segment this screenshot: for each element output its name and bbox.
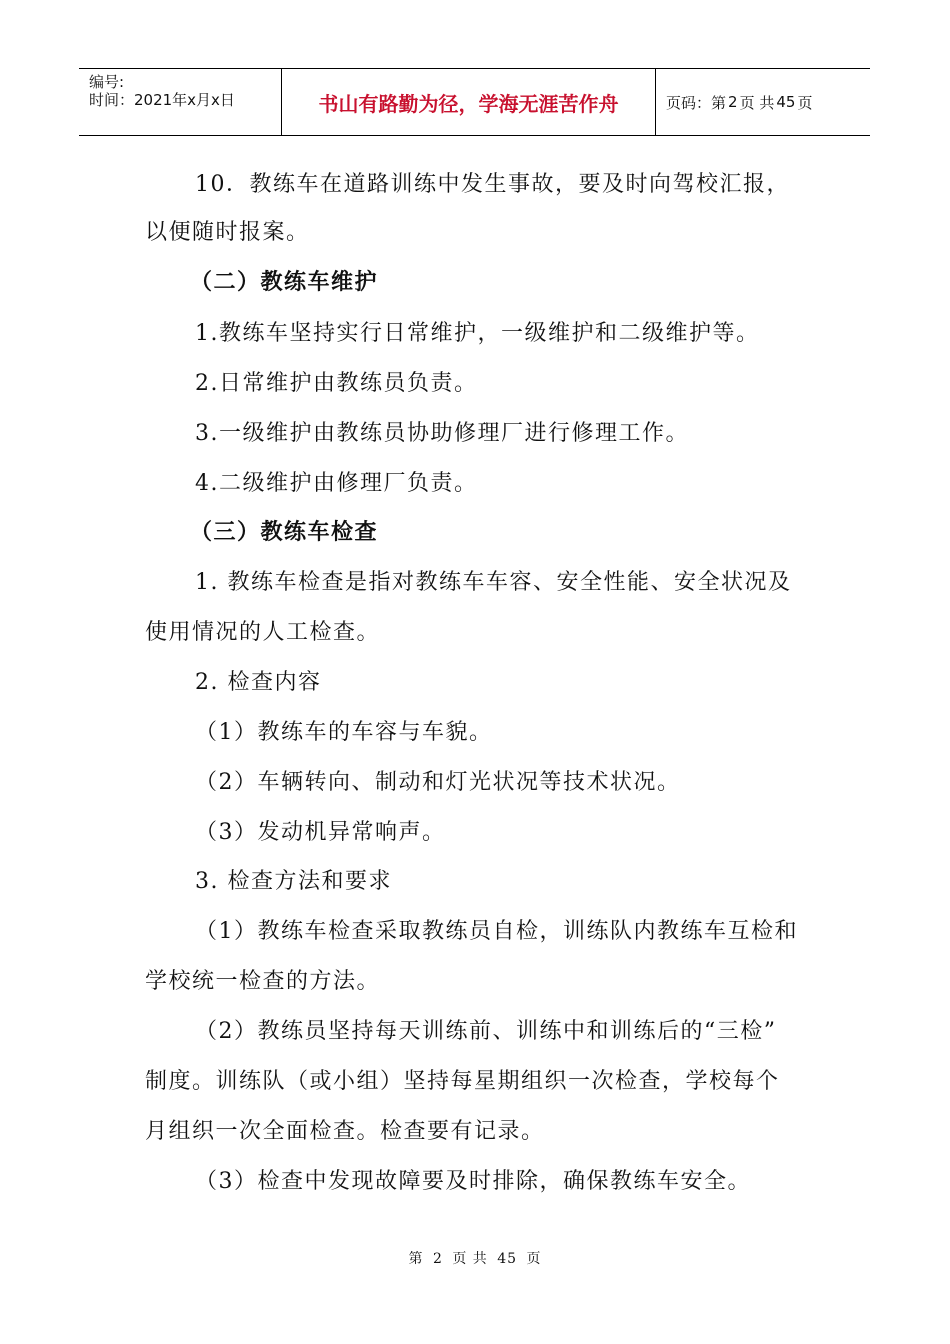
- section-heading: （二）教练车维护: [190, 270, 379, 295]
- page-current: 2: [728, 93, 738, 111]
- page-prefix: 页码：第: [666, 93, 727, 112]
- paragraph-line: 使用情况的人工检查。: [145, 620, 381, 645]
- footer-suffix: 页: [526, 1251, 542, 1267]
- page-footer: [0, 1248, 950, 1268]
- footer-prefix: 第: [408, 1251, 424, 1267]
- footer-mid: 页 共: [452, 1251, 488, 1267]
- document-date: 时间：2021年x月x日: [89, 91, 235, 109]
- paragraph-line: 3.一级维护由教练员协助修理厂进行修理工作。: [195, 421, 689, 446]
- paragraph-line: （3）发动机异常响声。: [195, 820, 446, 845]
- header-page-number: [656, 69, 870, 135]
- paragraph-line: 1. 教练车检查是指对教练车车容、安全性能、安全状况及: [195, 570, 792, 595]
- header-motto: 书山有路勤为径，学海无涯苦作舟: [282, 69, 656, 135]
- paragraph-line: （1）教练车检查采取教练员自检，训练队内教练车互检和: [195, 919, 798, 944]
- paragraph-line: （2）教练员坚持每天训练前、训练中和训练后的“三检”: [195, 1019, 777, 1044]
- paragraph-line: （1）教练车的车容与车貌。: [195, 720, 493, 745]
- page-total: 45: [776, 93, 796, 111]
- paragraph-line: 4.二级维护由修理厂负责。: [195, 471, 478, 496]
- page-suffix: 页: [797, 93, 813, 112]
- paragraph-line: （2）车辆转向、制动和灯光状况等技术状况。: [195, 770, 681, 795]
- page-header: [79, 68, 870, 136]
- document-number-label: 编号:: [89, 73, 125, 91]
- section-heading: （三）教练车检查: [190, 520, 379, 545]
- paragraph-line: 1.教练车坚持实行日常维护，一级维护和二级维护等。: [195, 321, 760, 346]
- footer-current: 2: [432, 1251, 443, 1267]
- paragraph-line: 月组织一次全面检查。检查要有记录。: [145, 1119, 545, 1144]
- page-mid: 页 共: [739, 93, 775, 112]
- footer-total: 45: [497, 1251, 518, 1267]
- paragraph-line: （3）检查中发现故障要及时排除，确保教练车安全。: [195, 1169, 751, 1194]
- paragraph-line: 以便随时报案。: [145, 220, 310, 245]
- paragraph-line: 10．教练车在道路训练中发生事故，要及时向驾校汇报，: [195, 172, 790, 197]
- paragraph-line: 2.日常维护由教练员负责。: [195, 371, 478, 396]
- paragraph-line: 学校统一检查的方法。: [145, 969, 381, 994]
- header-meta: [79, 69, 282, 135]
- paragraph-line: 3. 检查方法和要求: [195, 869, 392, 894]
- paragraph-line: 2. 检查内容: [195, 670, 322, 695]
- paragraph-line: 制度。训练队（或小组）坚持每星期组织一次检查，学校每个: [145, 1069, 780, 1094]
